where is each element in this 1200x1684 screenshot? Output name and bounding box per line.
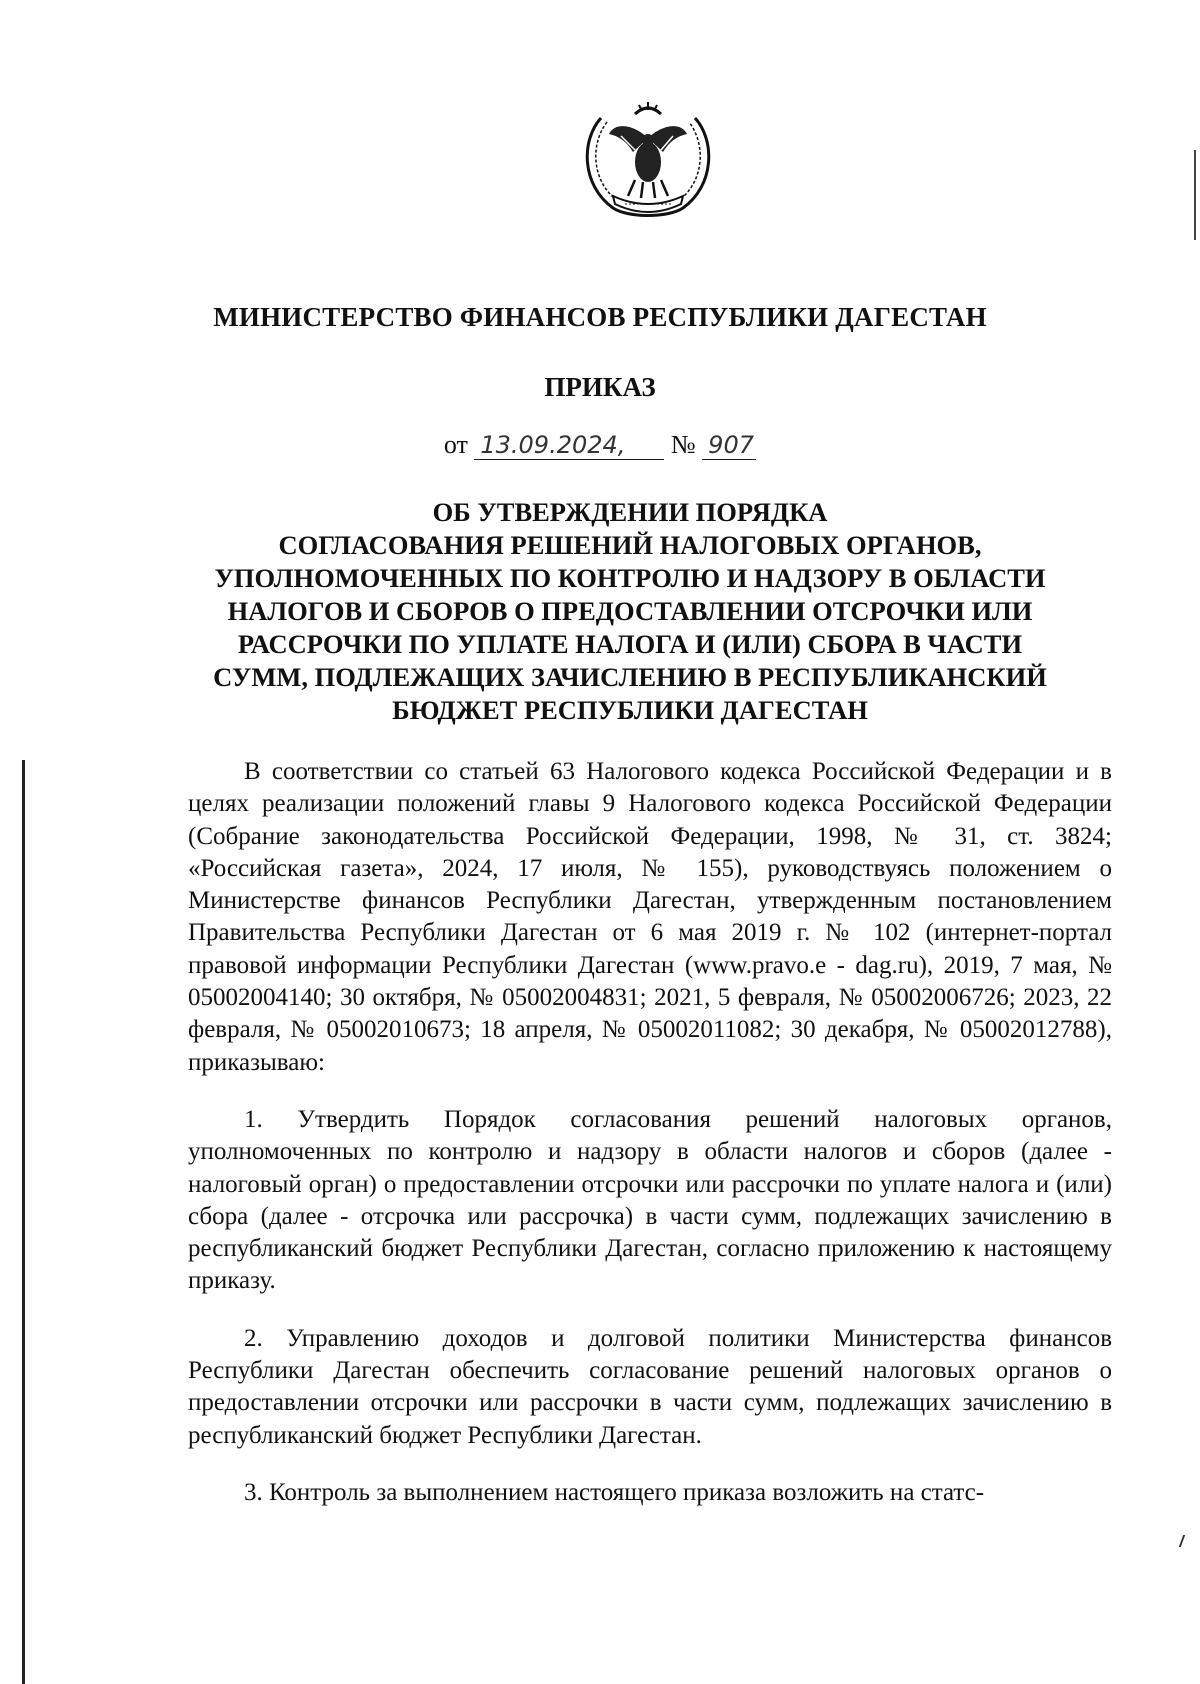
number-prefix: № [670,430,696,459]
scan-edge-mark [22,760,25,1684]
clause-3: 3. Контроль за выполнением настоящего приказа возложить на статс- [244,1478,985,1506]
order-title [180,496,1080,727]
order-body [188,756,1112,1509]
title-line: УПОЛНОМОЧЕННЫХ ПО КОНТРОЛЮ И НАДЗОРУ В ОБЛАСТИ [214,563,1046,593]
document-type: ПРИКАЗ [544,372,656,402]
title-line: СОГЛАСОВАНИЯ РЕШЕНИЙ НАЛОГОВЫХ ОРГАНОВ, [278,530,982,560]
title-line: БЮДЖЕТ РЕСПУБЛИКИ ДАГЕСТАН [392,695,868,725]
scan-tick-mark [1174,1535,1185,1547]
clause-1: 1. Утвердить Порядок согласования решений налоговых органов, уполномоченных по контролю и надзору в области налогов и сборов (далее - налоговый орган) о предоставлении отсрочки или рассрочки по уплате налога и (или) сбора (далее - отсрочка или рассрочка) в части сумм, подлежащих зачислению в республиканский бюджет Республики Дагестан, согласно приложению к настоящему приказу. [188,1105,1112,1295]
scan-edge-mark [1194,150,1196,240]
ministry-name: МИНИСТЕРСТВО ФИНАНСОВ РЕСПУБЛИКИ ДАГЕСТАН [213,302,987,332]
coat-of-arms-emblem [573,100,723,230]
title-line: РАССРОЧКИ ПО УПЛАТЕ НАЛОГА И (ИЛИ) СБОРА В ЧАСТИ [237,629,1023,659]
order-date-number [0,430,1200,460]
handwritten-date: 13.09.2024, [474,431,664,460]
title-line: СУММ, ПОДЛЕЖАЩИХ ЗАЧИСЛЕНИЮ В РЕСПУБЛИКАНСКИЙ [213,662,1047,692]
clause-2: 2. Управлению доходов и долговой политики Министерства финансов Республики Дагестан обеспечить согласование решений налоговых органов о предоставлении отсрочки или рассрочки в части сумм, подлежащих зачислению в республиканский бюджет Республики Дагестан. [188,1324,1112,1449]
title-line: НАЛОГОВ И СБОРОВ О ПРЕДОСТАВЛЕНИИ ОТСРОЧКИ ИЛИ [227,596,1033,626]
date-prefix: от [443,430,468,459]
handwritten-number: 907 [702,431,756,460]
title-line: ОБ УТВЕРЖДЕНИИ ПОРЯДКА [432,497,828,527]
preamble-paragraph: В соответствии со статьей 63 Налогового кодекса Российской Федерации и в целях реализации положений главы 9 Налогового кодекса Российской Федерации (Собрание законодательства Российской Федерации, 1998, № 31, ст. 3824; «Российская газета», 2024, 17 июля, № 155), руководствуясь положением о Министерстве финансов Республики Дагестан, утвержденным постановлением Правительства Республики Дагестан от 6 мая 2019 г. № 102 (интернет-портал правовой информации Республики Дагестан (www.pravo.e - dag.ru), 2019, 7 мая, № 05002004140; 30 октября, № 05002004831; 2021, 5 февраля, № 05002006726; 2023, 22 февраля, № 05002010673; 18 апреля, № 05002011082; 30 декабря, № 05002012788), приказываю: [188,758,1112,1076]
